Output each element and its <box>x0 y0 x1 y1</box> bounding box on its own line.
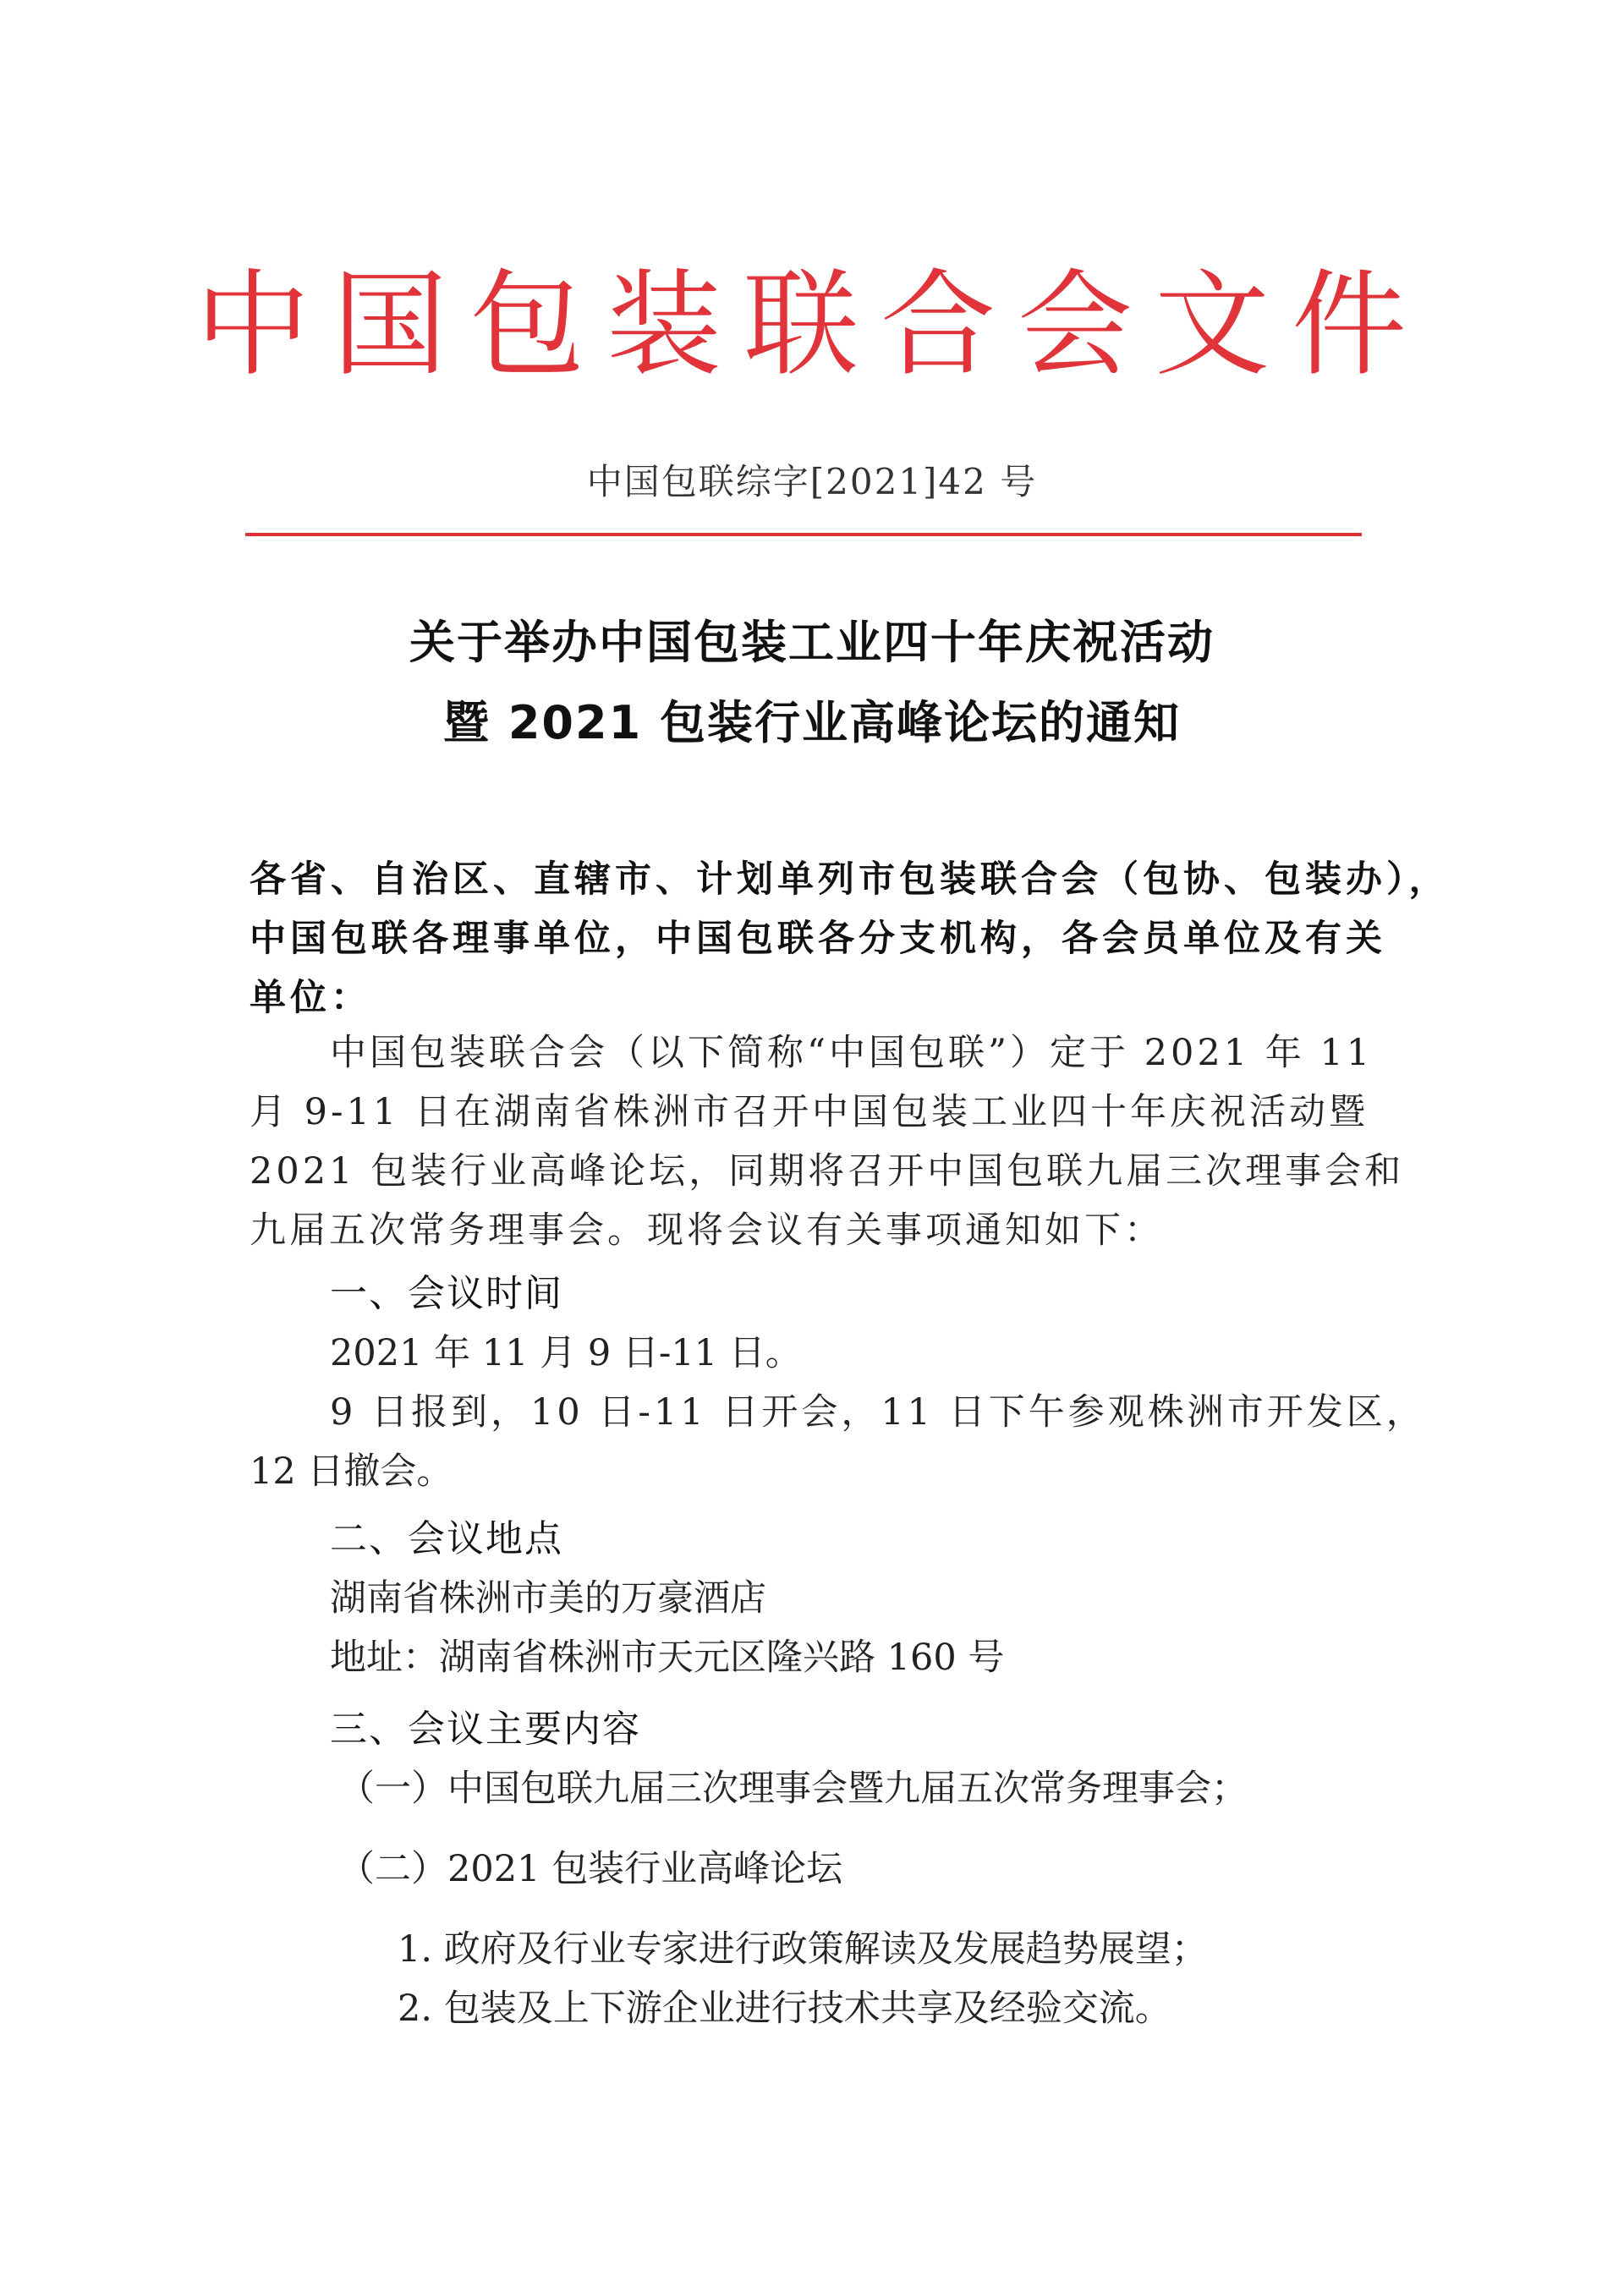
addressee-line-3: 单位： <box>250 977 371 1019</box>
time-line-1: 2021 年 11 月 9 日-11 日。 <box>330 1332 802 1374</box>
intro-line-4: 九届五次常务理事会。现将会议有关事项通知如下： <box>250 1209 1164 1252</box>
content-sub-item-1: 1. 政府及行业专家进行政策解读及发展趋势展望； <box>398 1928 1208 1971</box>
location-line-2: 地址：湖南省株洲市天元区隆兴路 160 号 <box>330 1637 1005 1679</box>
content-item-2: （二）2021 包装行业高峰论坛 <box>338 1848 843 1890</box>
section-heading-content: 三、会议主要内容 <box>330 1708 641 1751</box>
intro-line-3: 2021 包装行业高峰论坛，同期将召开中国包联九届三次理事会和 <box>250 1150 1405 1193</box>
location-line-1: 湖南省株洲市美的万豪酒店 <box>330 1577 766 1620</box>
section-heading-location: 二、会议地点 <box>330 1517 563 1560</box>
content-sub-item-2: 2. 包装及上下游企业进行技术共享及经验交流。 <box>398 1988 1171 2030</box>
addressee-line-1: 各省、自治区、直辖市、计划单列市包装联合会（包协、包装办）， <box>250 858 1450 901</box>
time-line-2: 9 日报到，10 日-11 日开会，11 日下午参观株洲市开发区， <box>330 1391 1426 1434</box>
addressee-line-2: 中国包联各理事单位，中国包联各分支机构，各会员单位及有关 <box>250 918 1386 960</box>
document-number: 中国包联综字[2021]42 号 <box>586 461 1038 502</box>
intro-line-2: 月 9-11 日在湖南省株洲市召开中国包装工业四十年庆祝活动暨 <box>250 1091 1369 1133</box>
red-divider-line <box>245 533 1362 536</box>
letterhead-title: 中国包装联合会文件 <box>195 259 1429 392</box>
notice-title-line-1: 关于举办中国包装工业四十年庆祝活动 <box>409 616 1215 669</box>
notice-title-line-2: 暨 2021 包装行业高峰论坛的通知 <box>443 696 1181 749</box>
content-item-1: （一）中国包联九届三次理事会暨九届五次常务理事会； <box>338 1768 1248 1810</box>
section-heading-time: 一、会议时间 <box>330 1272 563 1315</box>
time-line-3: 12 日撤会。 <box>250 1450 453 1493</box>
intro-line-1: 中国包装联合会（以下简称“中国包联”）定于 2021 年 11 <box>330 1032 1374 1074</box>
